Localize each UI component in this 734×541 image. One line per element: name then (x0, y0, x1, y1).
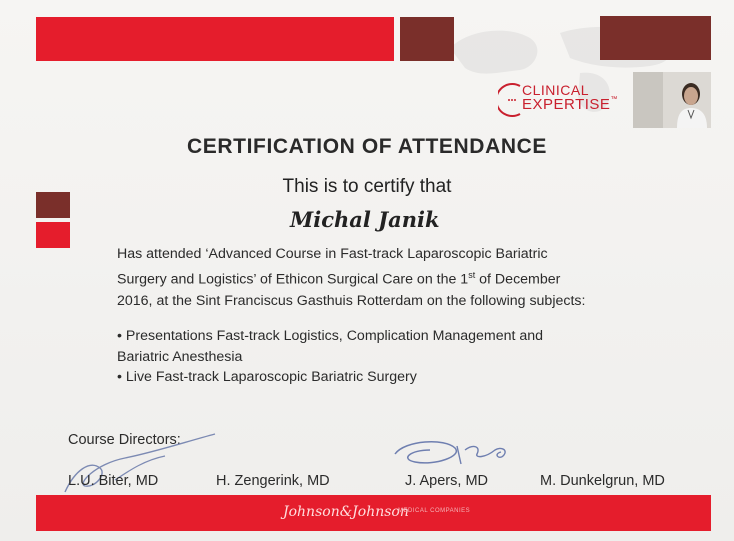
attendance-description (117, 244, 717, 312)
johnson-johnson-logo: Johnson&Johnson (283, 504, 409, 520)
recipient-name: Michal Janik (290, 207, 440, 232)
person-icon (633, 72, 711, 128)
list-item: • Presentations Fast-track Logistics, Complication Management and (117, 328, 544, 344)
top-red-bar (36, 17, 394, 61)
director-name: L.U. Biter, MD (68, 473, 159, 489)
surgeon-photo (633, 72, 711, 128)
description-line: Surgery and Logistics’ of Ethicon Surgical Care on the 1st of December (117, 270, 561, 288)
signature-apers (385, 432, 525, 472)
subjects-list (117, 326, 717, 388)
top-maroon-block (400, 17, 454, 61)
logo-line-2: EXPERTISE™ (522, 96, 618, 113)
top-right-maroon-block (600, 16, 711, 60)
director-name: H. Zengerink, MD (216, 473, 330, 489)
director-name: J. Apers, MD (405, 473, 488, 489)
certificate-title: CERTIFICATION OF ATTENDANCE (187, 135, 547, 158)
list-item: • Live Fast-track Laparoscopic Bariatric Surgery (117, 369, 417, 385)
footer-subtitle: MEDICAL COMPANIES (398, 508, 471, 514)
certify-line: This is to certify that (282, 176, 452, 197)
logo-line-1: CLINICAL (522, 82, 590, 98)
logo-swoosh-icon (498, 80, 524, 120)
description-line: Has attended ‘Advanced Course in Fast-track Laparoscopic Bariatric (117, 246, 548, 262)
description-line: 2016, at the Sint Franciscus Gasthuis Rotterdam on the following subjects: (117, 292, 586, 309)
course-directors-label: Course Directors: (68, 432, 181, 448)
signature-biter (55, 430, 225, 500)
director-name: M. Dunkelgrun, MD (540, 473, 665, 489)
left-red-block (36, 222, 70, 248)
list-item: Bariatric Anesthesia (117, 348, 243, 365)
clinical-expertise-logo (498, 80, 630, 120)
